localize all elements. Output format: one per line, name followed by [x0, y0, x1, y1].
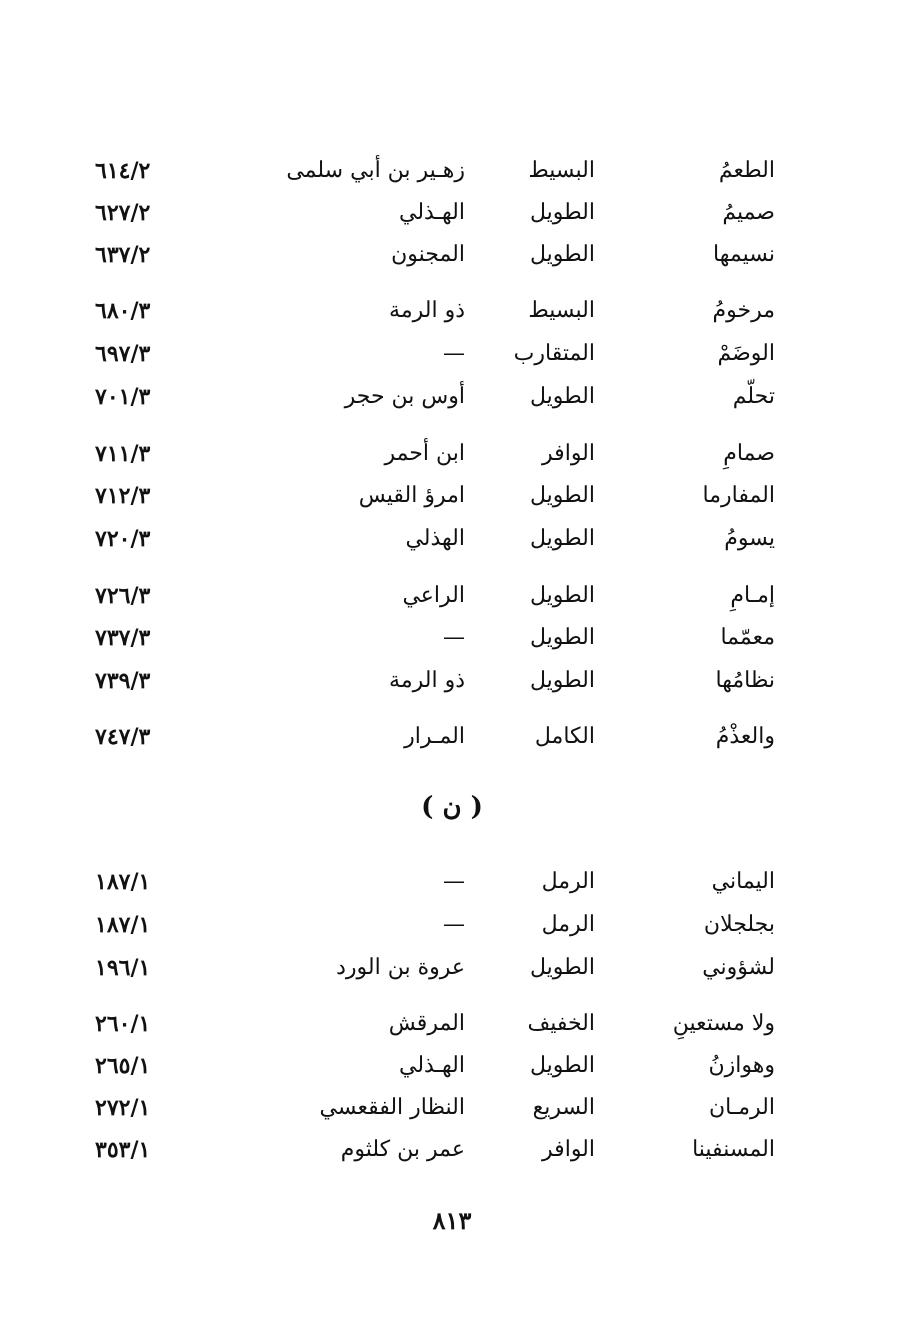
index-row: [95, 291, 775, 331]
rhyme-word: الرمـان: [708, 1095, 775, 1120]
poet: —: [443, 869, 465, 894]
rhyme-word: ولا مستعينِ: [672, 1011, 775, 1036]
meter: الوافر: [542, 1137, 595, 1162]
index-row: [95, 519, 775, 559]
poet: أوس بن حجر: [344, 384, 465, 409]
poet: عمر بن كلثوم: [340, 1137, 465, 1162]
rhyme-word: الطعمُ: [718, 158, 775, 183]
page-reference: ٦١٤/٢: [95, 158, 151, 184]
rhyme-word: بجلجلان: [703, 912, 775, 937]
page-reference: ٦٣٧/٢: [95, 242, 151, 268]
page-reference: ٧٤٧/٣: [95, 724, 151, 750]
index-row: [95, 193, 775, 233]
rhyme-word: اليماني: [711, 869, 775, 894]
rhyme-word: نظامُها: [715, 668, 775, 693]
rhyme-word: الوضَمْ: [717, 341, 775, 366]
rhyme-word: وهوازنُ: [708, 1053, 775, 1078]
poet: —: [443, 341, 465, 366]
rhyme-word: مرخومُ: [712, 298, 775, 323]
index-row: [95, 377, 775, 417]
index-row: [95, 661, 775, 701]
page-reference: ٣٥٣/١: [95, 1137, 151, 1163]
meter: البسيط: [528, 298, 595, 323]
poet: المجنون: [391, 242, 465, 267]
page-reference: ٧١٢/٣: [95, 483, 151, 509]
rhyme-word: معمّما: [720, 625, 775, 650]
poet: الهذلي: [405, 526, 465, 551]
page-reference: ٧٢٦/٣: [95, 583, 151, 609]
index-row: [95, 476, 775, 516]
poet: امرؤ القيس: [358, 483, 465, 508]
meter: المتقارب: [513, 341, 595, 366]
index-row: [95, 862, 775, 902]
meter: الطويل: [529, 955, 595, 980]
poet: المرقش: [388, 1011, 465, 1036]
meter: الطويل: [529, 200, 595, 225]
poet: المـرار: [404, 724, 465, 749]
meter: الرمل: [541, 869, 595, 894]
rhyme-word: نسيمها: [713, 242, 775, 267]
rhyme-word: تحلّم: [732, 384, 775, 409]
page-reference: ١٨٧/١: [95, 869, 151, 895]
index-row: [95, 334, 775, 374]
meter: الطويل: [529, 583, 595, 608]
index-row: [95, 1130, 775, 1170]
page-reference: ٢٧٢/١: [95, 1095, 151, 1121]
meter: الطويل: [529, 625, 595, 650]
page-reference: ٧٠١/٣: [95, 384, 151, 410]
meter: الكامل: [534, 724, 595, 749]
meter: الطويل: [529, 1053, 595, 1078]
rhyme-word: والعذْمُ: [715, 724, 775, 749]
index-row: [95, 434, 775, 474]
index-row: [95, 235, 775, 275]
poet: ابن أحمر: [384, 441, 465, 466]
poet: عروة بن الورد: [336, 955, 465, 980]
meter: الطويل: [529, 384, 595, 409]
meter: الطويل: [529, 242, 595, 267]
rhyme-word: المفارما: [702, 483, 775, 508]
rhyme-word: صمامِ: [723, 441, 775, 466]
poet: الهـذلي: [399, 200, 465, 225]
poet: ذو الرمة: [389, 298, 465, 323]
poet: —: [443, 625, 465, 650]
poet: —: [443, 912, 465, 937]
section-heading: ( ن ): [421, 792, 483, 822]
poet: زهـير بن أبي سلمى: [286, 158, 465, 183]
meter: الطويل: [529, 483, 595, 508]
meter: الرمل: [541, 912, 595, 937]
page-reference: ٢٦٠/١: [95, 1011, 151, 1037]
page-reference: ٢٦٥/١: [95, 1053, 151, 1079]
index-row: [95, 576, 775, 616]
poet: الراعي: [402, 583, 465, 608]
page-reference: ١٨٧/١: [95, 912, 151, 938]
index-row: [95, 618, 775, 658]
page-reference: ٧٣٧/٣: [95, 625, 151, 651]
poet: النظار الفقعسي: [319, 1095, 465, 1120]
meter: الخفيف: [527, 1011, 595, 1036]
index-row: [95, 948, 775, 988]
rhyme-word: صميمُ: [722, 200, 775, 225]
index-row: [95, 1046, 775, 1086]
poet: الهـذلي: [399, 1053, 465, 1078]
page-reference: ١٩٦/١: [95, 955, 151, 981]
page-reference: ٦٩٧/٣: [95, 341, 151, 367]
rhyme-word: المسنفينا: [692, 1137, 775, 1162]
page-reference: ٧١١/٣: [95, 441, 151, 467]
meter: الطويل: [529, 526, 595, 551]
index-row: [95, 905, 775, 945]
meter: السريع: [532, 1095, 595, 1120]
meter: الوافر: [542, 441, 595, 466]
page-number: ٨١٣: [432, 1206, 472, 1235]
index-row: [95, 1004, 775, 1044]
rhyme-word: لشؤوني: [702, 955, 775, 980]
meter: البسيط: [528, 158, 595, 183]
page-reference: ٦٢٧/٢: [95, 200, 151, 226]
page-reference: ٧٣٩/٣: [95, 668, 151, 694]
index-row: [95, 1088, 775, 1128]
poet: ذو الرمة: [389, 668, 465, 693]
page-reference: ٧٢٠/٣: [95, 526, 151, 552]
meter: الطويل: [529, 668, 595, 693]
rhyme-word: يسومُ: [724, 526, 775, 551]
page-reference: ٦٨٠/٣: [95, 298, 151, 324]
index-row: [95, 717, 775, 757]
index-row: [95, 151, 775, 191]
rhyme-word: إمـامِ: [730, 583, 775, 608]
